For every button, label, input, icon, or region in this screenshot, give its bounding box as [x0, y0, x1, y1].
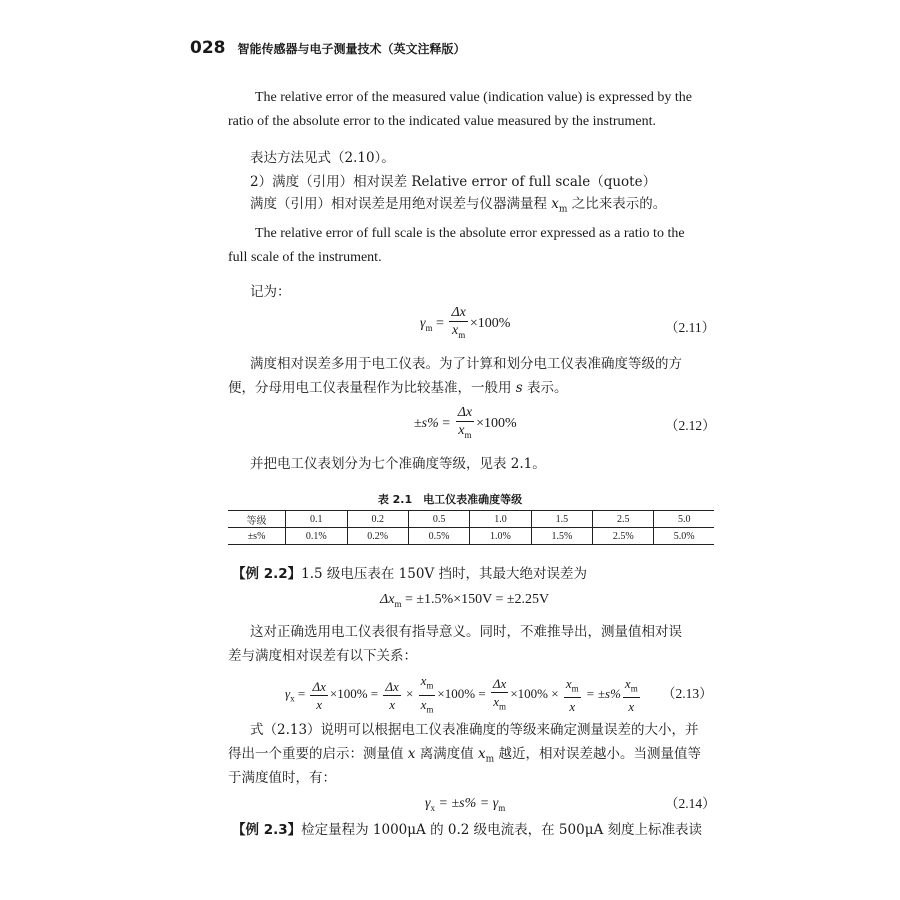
eq213-f3-num-sub: m — [426, 680, 434, 691]
table-cell: 5.0% — [654, 528, 714, 545]
table-cell: 0.1% — [286, 528, 347, 545]
table-header-cell: 0.5 — [408, 511, 469, 528]
para9-line1: 这对正确选用电工仪表很有指导意义。同时，不难推导出，测量值相对误 — [250, 624, 682, 640]
table-cell: 1.5% — [531, 528, 592, 545]
para4-text-b: 之比来表示的。 — [567, 196, 667, 212]
para5-line1: The relative error of full scale is the absolute error expressed as a ratio to the — [255, 226, 685, 241]
para7-text-a: 便，分母用电工仪表量程作为比较基准，一般用 — [228, 380, 516, 396]
eq214-lhs-sub: x — [430, 802, 436, 813]
eq211-tail: ×100% — [469, 316, 511, 332]
eq214-mid: = ±s% = — [435, 796, 493, 811]
para7-line2 — [228, 376, 568, 400]
eq212-equals: = — [438, 416, 454, 432]
page-header — [190, 38, 466, 58]
accuracy-class-table — [228, 510, 714, 545]
para8: 并把电工仪表划分为七个准确度等级，见表 2.1。 — [250, 456, 546, 472]
table-header-cell: 0.2 — [347, 511, 408, 528]
eq213-f3-den: x — [420, 696, 427, 712]
eq212-num: Δx — [457, 405, 473, 420]
eq213-times: × — [402, 686, 417, 702]
eq211-equals: = — [432, 316, 448, 332]
eq213-f5-num-sub: m — [571, 683, 579, 694]
eq213-equals: = — [294, 686, 309, 702]
table-header-cell: 等级 — [228, 511, 286, 528]
eq211-den: x — [452, 323, 459, 338]
para2: 表达方法见式（2.10）。 — [250, 150, 395, 166]
para4-sub: m — [558, 204, 568, 215]
eq213-frac4 — [491, 675, 508, 716]
para3: 2）满度（引用）相对误差 Relative error of full scale（quote） — [250, 174, 657, 190]
para4 — [250, 192, 666, 222]
equation-2-14 — [425, 796, 505, 813]
eq213-number: （2.13） — [662, 686, 713, 701]
eq213-frac2 — [383, 678, 400, 713]
eqex22-lhs: Δx — [380, 592, 395, 607]
para1-line1: The relative error of the measured value (indication value) is expressed by the — [255, 90, 692, 105]
page-number: 028 — [190, 38, 226, 58]
table-header-cell: 1.5 — [531, 511, 592, 528]
table-header-row — [228, 511, 714, 528]
eq212-number: （2.12） — [665, 418, 716, 433]
eq211-lhs-sub: m — [425, 322, 433, 333]
eq213-f5-num: x — [565, 675, 572, 691]
equation-2-13 — [285, 672, 642, 718]
eq213-f3-num: x — [420, 673, 427, 688]
eq213-f6-num-sub: m — [630, 683, 638, 694]
example23-text: 检定量程为 1000μA 的 0.2 级电流表，在 500μA 刻度上标准表读 — [301, 822, 703, 838]
eq213-t1: ×100% = — [329, 686, 382, 702]
eq213-f6-num: x — [624, 675, 631, 691]
table-header-cell: 1.0 — [470, 511, 531, 528]
para10-text-b: 离满度值 — [415, 746, 479, 762]
eq213-lhs-sub: x — [290, 693, 295, 704]
para7-var: s — [515, 380, 523, 396]
eq213-lhs: γ — [285, 686, 291, 702]
example23-label: 【例 2.3】 — [232, 822, 302, 838]
table-header-cell: 5.0 — [654, 511, 714, 528]
eq213-f6-den: x — [628, 699, 635, 715]
eq213-f2-num: Δx — [385, 678, 399, 694]
eq212-fraction — [456, 404, 474, 444]
equation-example-2-2 — [380, 592, 549, 609]
para10-var1: x — [407, 746, 416, 762]
eq213-frac6 — [623, 675, 640, 716]
eq213-frac3 — [419, 672, 436, 718]
eq212-den-sub: m — [464, 429, 472, 440]
equation-2-12 — [414, 404, 517, 444]
eq213-f1-den: x — [316, 696, 323, 712]
eq211-fraction — [449, 304, 467, 344]
para7-text-b: 表示。 — [522, 380, 568, 396]
eqex22-lhs-sub: m — [394, 598, 402, 609]
eq213-f4-den: x — [493, 693, 499, 709]
table-header-cell: 0.1 — [286, 511, 347, 528]
table-cell: 1.0% — [470, 528, 531, 545]
eq213-f5-den: x — [569, 699, 576, 715]
table-cell: 0.5% — [408, 528, 469, 545]
table-header-cell: 2.5 — [593, 511, 654, 528]
eq211-num: Δx — [451, 305, 466, 320]
table-cell: 2.5% — [593, 528, 654, 545]
eq213-frac5 — [564, 675, 581, 716]
table-row — [228, 528, 714, 545]
eq212-den: x — [458, 423, 465, 438]
book-title: 智能传感器与电子测量技术（英文注释版） — [237, 42, 466, 56]
eq211-number: （2.11） — [665, 320, 716, 335]
para4-text-a: 满度（引用）相对误差是用绝对误差与仪器满量程 — [250, 196, 552, 212]
para1-line2: ratio of the absolute error to the indicated value measured by the instrument. — [228, 114, 657, 129]
para10-text-c: 越近，相对误差越小。当测量值等 — [494, 746, 701, 762]
eq213-f2-den: x — [389, 696, 395, 712]
para10-text-a: 得出一个重要的启示：测量值 — [228, 746, 408, 762]
para9-line2: 差与满度相对误差有以下关系： — [228, 648, 417, 664]
para4-var: x — [551, 196, 559, 212]
eq211-lhs: γ — [420, 316, 426, 332]
table-cell: 0.2% — [347, 528, 408, 545]
eq213-f4-den-sub: m — [499, 701, 507, 712]
eq213-f3-den-sub: m — [426, 704, 434, 715]
example-2-2 — [232, 562, 587, 586]
para10-sub2: m — [485, 754, 495, 765]
para10-line1: 式（2.13）说明可以根据电工仪表准确度的等级来确定测量误差的大小，并 — [250, 722, 699, 738]
para10-var2: x — [478, 746, 486, 762]
para6: 记为： — [250, 284, 291, 300]
example22-text: 1.5 级电压表在 150V 挡时，其最大绝对误差为 — [301, 566, 587, 582]
para7-line1: 满度相对误差多用于电工仪表。为了计算和划分电工仪表准确度等级的方 — [250, 356, 682, 372]
eq214-number: （2.14） — [665, 796, 716, 811]
para5-line2: full scale of the instrument. — [228, 250, 382, 265]
eq213-t4: = ±s% — [582, 686, 621, 702]
eq213-t3: ×100% × — [510, 686, 562, 702]
eq214-rhs-sub: m — [498, 802, 506, 813]
eq212-lhs: ±s% — [414, 416, 439, 432]
example22-label: 【例 2.2】 — [232, 566, 302, 582]
example-2-3 — [232, 818, 702, 842]
eq212-tail: ×100% — [476, 416, 517, 432]
para10-line3: 于满度值时，有： — [228, 770, 336, 786]
eq214-lhs: γ — [425, 796, 431, 811]
eq213-frac1 — [310, 678, 327, 713]
table-caption: 表 2.1 电工仪表准确度等级 — [377, 493, 523, 506]
eq213-t2: ×100% = — [437, 686, 489, 702]
eqex22-rhs: = ±1.5%×150V = ±2.25V — [401, 592, 550, 607]
eq214-rhs: γ — [492, 796, 499, 811]
table-cell: ±s% — [228, 528, 286, 545]
eq213-f1-num: Δx — [312, 678, 326, 694]
eq213-f4-num: Δx — [492, 675, 507, 691]
eq211-den-sub: m — [458, 329, 466, 340]
equation-2-11 — [420, 304, 510, 344]
